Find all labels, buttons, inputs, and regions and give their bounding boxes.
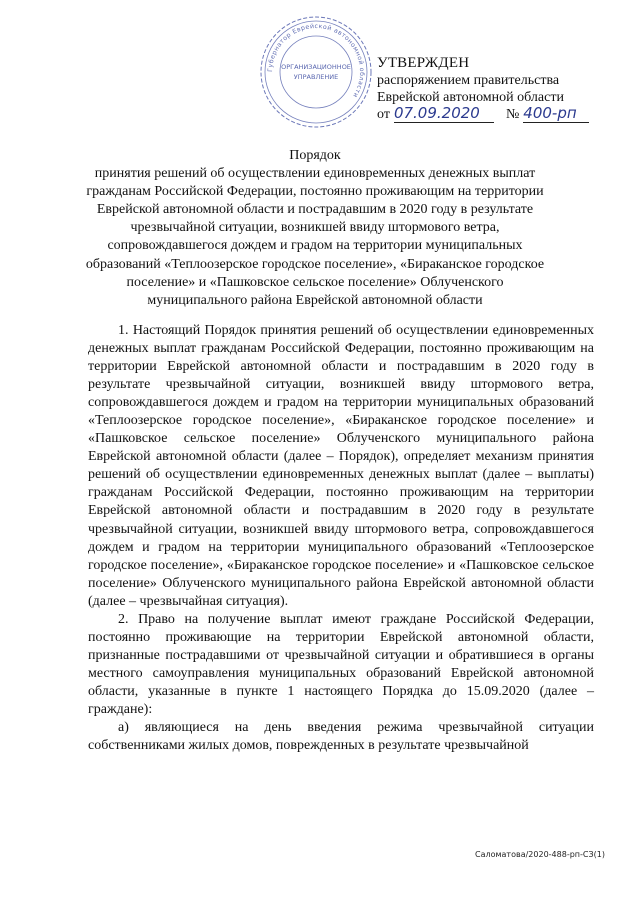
approval-line-2: Еврейской автономной области [377,90,564,105]
stamp-ring-text: Губернатор Еврейской автономной области [266,22,366,99]
paragraph-2a: а) являющиеся на день введения режима чрезвычайной ситуации собственниками жилых домов, поврежденных в результате чрезвычайной [88,720,594,754]
stamp-center-line-1: ОРГАНИЗАЦИОННОЕ [281,63,351,71]
approval-date-line [377,106,617,123]
stamp-seal-icon [257,13,375,131]
document-title [80,147,550,310]
approval-heading: УТВЕРЖДЕН [377,55,470,71]
title-line: муниципального района Еврейской автономной области [147,292,483,308]
document-body [88,322,594,755]
footer-reference: Саломатова/2020-488-рп-СЗ(1) [475,850,605,859]
approval-line-1: распоряжением правительства [377,73,560,88]
date-prefix: от [377,107,390,122]
paragraph-1: 1. Настоящий Порядок принятия решений об осуществлении единовременных денежных выплат гражданам Российской Федерации, постоянно проживающим на территории Еврейской автономной области и пострадавшим в 2020 году в результате чрезвычайной ситуации, возникшей ввиду штормового ветра, сопровождавшегося дождем и градом на территории муниципальных образований «Теплоозерское городское поселение», «Бираканское городское поселение» и «Пашковское сельское поселение» Облученского муниципального района Еврейской автономной области (далее – Порядок), определяет механизм принятия решений об осуществлении единовременных денежных выплат (далее – выплаты) гражданам Российской Федерации, постоянно проживающим на территории Еврейской автономной области и пострадавшим в 2020 году в результате чрезвычайной ситуации, возникшей ввиду штормового ветра, сопровождавшегося дождем и градом на территории муниципального образований «Теплоозерское городское поселение», «Бираканское городское поселение» и «Пашковское сельское поселение» Облученского муниципального района Еврейской автономной области (далее – чрезвычайная ситуация). [88,323,594,609]
title-heading: Порядок [289,148,341,163]
paragraph-2: 2. Право на получение выплат имеют граждане Российской Федерации, постоянно проживающие на территории Еврейской автономной области, признанные пострадавшими от чрезвычайной ситуации и обратившиеся в органы местного самоуправления муниципальных образований Еврейской автономной области, указанные в пункте 1 настоящего Порядка до 15.09.2020 (далее – граждане): [88,611,594,717]
title-line: Еврейской автономной области и пострадавшим в 2020 году в результате [96,202,534,218]
stamp-center-line-2: УПРАВЛЕНИЕ [293,73,339,81]
approval-block [377,55,617,123]
number-label: № [505,107,520,122]
title-line: поселение» и «Пашковское сельское поселение» Облученского [126,274,504,290]
handwritten-date: 07.09.2020 [393,104,480,122]
title-line: принятия решений об осуществлении единовременных денежных выплат [94,166,536,182]
title-line: сопровождавшегося дождем и градом на территории муниципальных [107,238,523,254]
title-line: гражданам Российской Федерации, постоянно проживающим на территории [86,184,544,200]
official-stamp [257,13,375,131]
title-line: чрезвычайной ситуации, возникшей ввиду штормового ветра, [130,220,500,236]
handwritten-number: 400-рп [523,104,577,122]
title-line: образований «Теплоозерское городское поселение», «Бираканское городское [85,256,545,272]
